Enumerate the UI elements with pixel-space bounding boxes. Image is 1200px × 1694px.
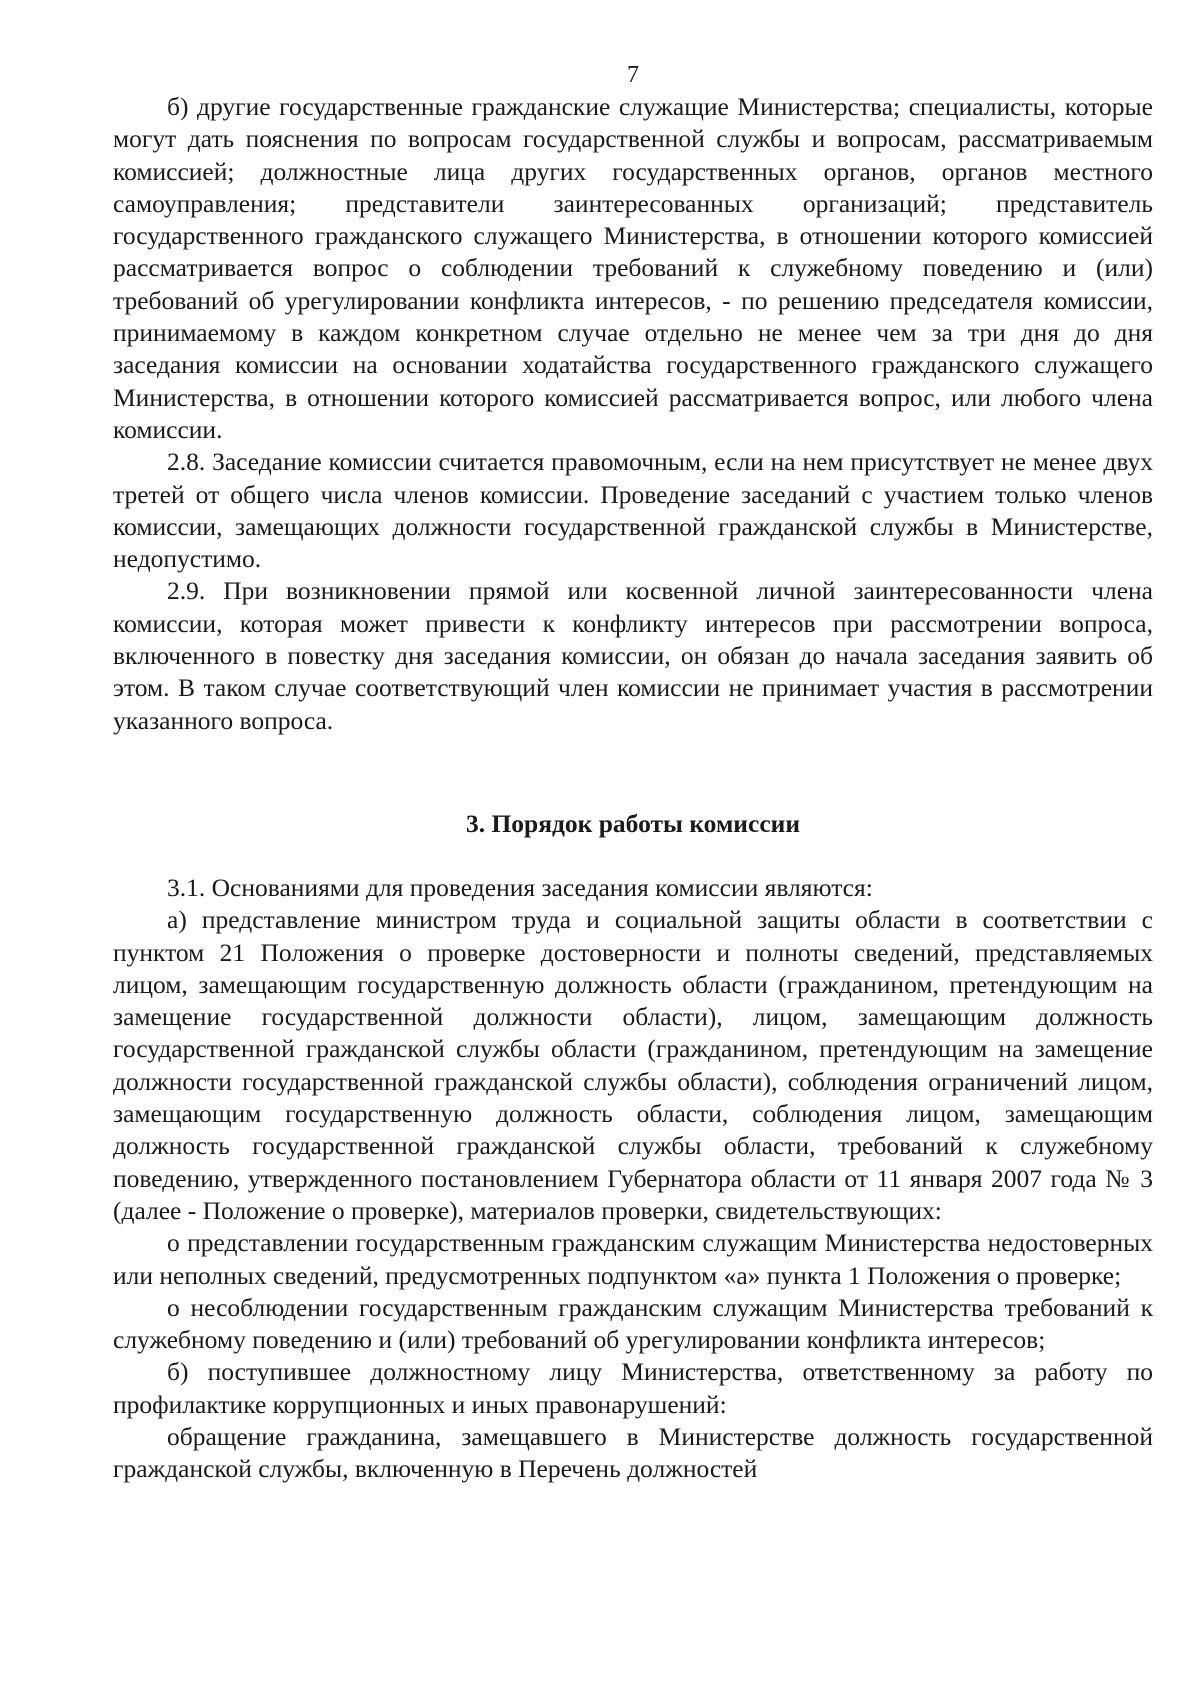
- section-2-continuation: [113, 91, 1153, 737]
- paragraph-commission-participants: б) другие государственные гражданские служащие Министерства; специалисты, которые могут дать пояснения по вопросам государственной службы и вопросам, рассматриваемым комиссией; должностные лица других государственных органов, органов местного самоуправления; представители заинтересованных организаций; представитель государственного гражданского служащего Министерства, в отношении которого комиссией рассматривается вопрос о соблюдении требований к служебному поведению и (или) требований об урегулировании конфликта интересов, - по решению председателя комиссии, принимаемому в каждом конкретном случае отдельно не менее чем за три дня до дня заседания комиссии на основании ходатайства государственного гражданского служащего Министерства, в отношении которого комиссией рассматривается вопрос, или любого члена комиссии.: [113, 92, 1153, 444]
- section-3-body: [113, 872, 1153, 1486]
- section-3-heading: 3. Порядок работы комиссии: [465, 809, 801, 838]
- paragraph-non-compliance: о несоблюдении государственным гражданским служащим Министерства требований к служебному поведению и (или) требований об урегулировании конфликта интересов;: [113, 1292, 1153, 1355]
- page-number: 7: [627, 62, 639, 88]
- paragraph-3-1-grounds: 3.1. Основаниями для проведения заседания комиссии являются:: [167, 873, 873, 902]
- paragraph-3-1-b-received: б) поступившее должностному лицу Министерства, ответственному за работу по профилактике коррупционных и иных правонарушений:: [113, 1357, 1153, 1419]
- paragraph-2-8-quorum: 2.8. Заседание комиссии считается правомочным, если на нем присутствует не менее двух третей от общего числа членов комиссии. Проведение заседаний с участием только членов комиссии, замещающих должности государственной гражданской службы в Министерстве, недопустимо.: [113, 447, 1153, 574]
- paragraph-2-9-conflict-of-interest: 2.9. При возникновении прямой или косвенной личной заинтересованности члена комиссии, которая может привести к конфликту интересов при рассмотрении вопроса, включенного в повестку дня заседания комиссии, он обязан до начала заседания заявить об этом. В таком случае соответствующий член комиссии не принимает участия в рассмотрении указанного вопроса.: [113, 576, 1153, 735]
- paragraph-3-1-a-submission: а) представление министром труда и социальной защиты области в соответствии с пунктом 21 Положения о проверке достоверности и полноты сведений, представляемых лицом, замещающим государственную должность области (гражданином, претендующим на замещение государственной должности области), лицом, замещающим должность государственной гражданской службы области (гражданином, претендующим на замещение должности государственной гражданской службы области), соблюдения ограничений лицом, замещающим государственную должность области, соблюдения лицом, замещающим должность государственной гражданской службы области, требований к служебному поведению, утвержденного постановлением Губернатора области от 11 января 2007 года № 3 (далее - Положение о проверке), материалов проверки, свидетельствующих:: [113, 905, 1153, 1225]
- paragraph-false-information: о представлении государственным гражданским служащим Министерства недостоверных или неполных сведений, предусмотренных подпунктом «а» пункта 1 Положения о проверке;: [113, 1228, 1153, 1290]
- paragraph-citizen-appeal: обращение гражданина, замещавшего в Министерстве должность государственной гражданской службы, включенную в Перечень должностей: [113, 1422, 1153, 1484]
